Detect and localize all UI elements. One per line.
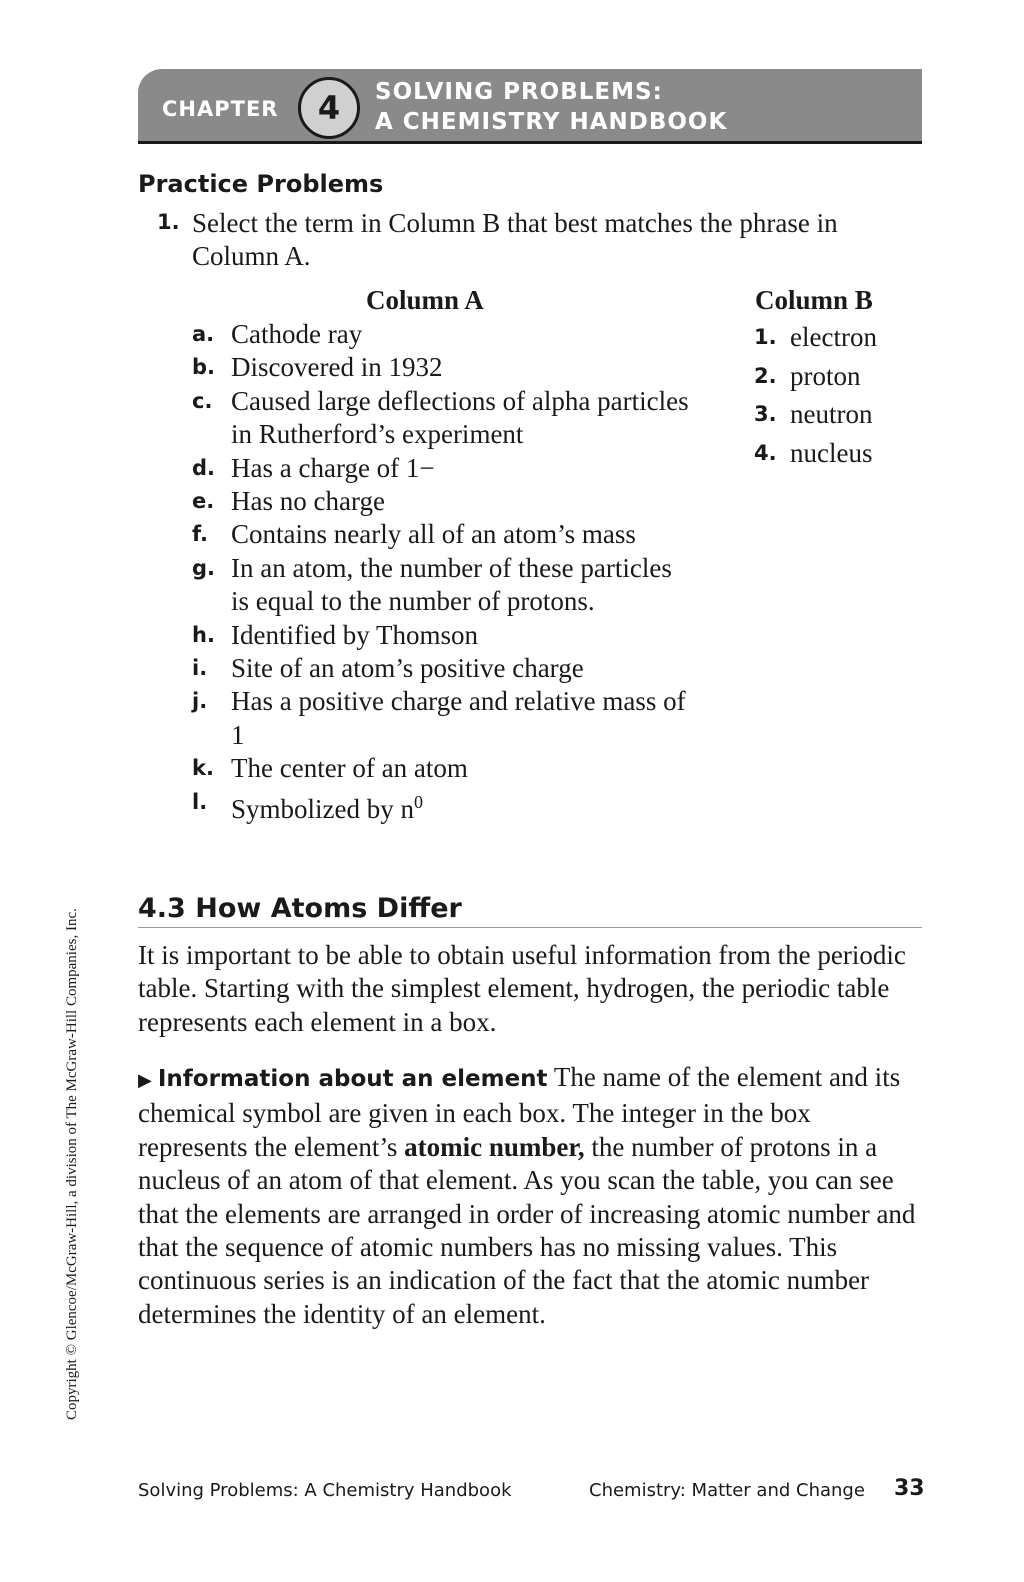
chapter-label: CHAPTER xyxy=(162,97,279,121)
chapter-title xyxy=(375,77,727,137)
item-text: Cathode ray xyxy=(231,319,363,349)
play-triangle-icon: ▶ xyxy=(138,1070,152,1090)
problem-number: 1. xyxy=(157,210,180,234)
term-atomic-number: atomic number, xyxy=(404,1131,585,1162)
item-label: 2. xyxy=(754,363,777,388)
item-label: f. xyxy=(192,522,208,547)
item-label: h. xyxy=(192,622,215,647)
item-label: k. xyxy=(192,756,214,781)
item-text: In an atom, the number of these particles is equal to the number of protons. xyxy=(231,552,672,617)
item-label: g. xyxy=(192,555,216,580)
column-b-list xyxy=(754,318,934,472)
section-heading: 4.3 How Atoms Differ xyxy=(138,893,462,924)
page-number: 33 xyxy=(894,1476,925,1501)
item-text: Has a positive charge and relative mass of 1 xyxy=(231,686,686,750)
list-item xyxy=(192,518,692,551)
problem-text: Select the term in Column B that best matches the phrase in Column A. xyxy=(192,208,838,271)
list-item xyxy=(192,385,692,452)
list-item xyxy=(192,351,692,384)
item-text: Contains nearly all of an atom’s mass xyxy=(231,519,636,550)
item-label: 3. xyxy=(754,402,777,426)
item-text: proton xyxy=(790,360,861,391)
item-label: j. xyxy=(192,689,208,714)
item-text: The center of an atom xyxy=(231,753,468,784)
list-item xyxy=(192,786,692,826)
column-a-list xyxy=(192,318,692,826)
item-text: electron xyxy=(790,322,877,352)
intro-paragraph: It is important to be able to obtain useful information from the periodic table. Starting with the simplest element, hydrogen, the periodic table represents each element in a box. xyxy=(138,940,906,1037)
chapter-title-line1: SOLVING PROBLEMS: xyxy=(375,79,663,105)
footer-right: Chemistry: Matter and Change xyxy=(589,1480,865,1501)
item-label: 4. xyxy=(754,440,777,465)
item-text: nucleus xyxy=(790,437,873,468)
item-label: 1. xyxy=(754,325,777,349)
list-item xyxy=(192,318,692,351)
item-text: Has no charge xyxy=(231,486,385,517)
list-item xyxy=(192,652,692,685)
item-label: d. xyxy=(192,455,216,480)
chapter-title-line2: A CHEMISTRY HANDBOOK xyxy=(375,109,728,135)
paragraph-text: The name of the element and its chemical symbol are given in each box. The integer in the box represents the element’s xyxy=(138,1062,901,1162)
list-item xyxy=(192,485,692,518)
list-item xyxy=(192,752,692,785)
item-label: a. xyxy=(192,322,215,346)
item-text: Symbolized by n xyxy=(231,793,414,824)
item-text: neutron xyxy=(790,399,873,429)
list-item xyxy=(754,434,934,473)
list-item xyxy=(192,619,692,652)
item-label: e. xyxy=(192,489,215,514)
list-item xyxy=(754,357,934,396)
chapter-number-badge: 4 xyxy=(298,77,360,139)
list-item xyxy=(192,685,692,752)
item-text: Identified by Thomson xyxy=(231,619,478,650)
list-item xyxy=(754,318,934,357)
item-label: c. xyxy=(192,388,213,413)
column-a-header: Column A xyxy=(366,285,484,315)
footer-left: Solving Problems: A Chemistry Handbook xyxy=(138,1480,512,1501)
item-text: Has a charge of 1− xyxy=(231,452,435,483)
copyright-notice: Copyright © Glencoe/McGraw-Hill, a division of The McGraw-Hill Companies, Inc. xyxy=(64,908,80,1420)
list-item xyxy=(192,452,692,485)
item-text: Site of an atom’s positive charge xyxy=(231,653,584,684)
item-superscript: 0 xyxy=(414,791,423,812)
list-item xyxy=(192,552,692,619)
chapter-banner xyxy=(138,69,922,144)
item-text: Discovered in 1932 xyxy=(231,352,443,383)
item-label: b. xyxy=(192,355,216,380)
section-divider xyxy=(138,927,922,928)
list-item xyxy=(754,395,934,434)
item-label: l. xyxy=(192,789,208,814)
practice-problems-heading: Practice Problems xyxy=(138,170,384,198)
inline-heading: Information about an element xyxy=(157,1066,548,1092)
item-label: i. xyxy=(192,656,208,681)
paragraph-text-cont: the number of protons in a nucleus of an atom of that element. As you scan the table, you can see that the elements are arranged in order of increasing atomic number and that the sequence of atomic numbers has no missing values. This continuous series is an indication of the fact that the atomic number determines the identity of an element. xyxy=(138,1131,916,1329)
item-text: Caused large deflections of alpha particles in Rutherford’s experiment xyxy=(231,385,689,450)
element-info-paragraph xyxy=(138,1061,922,1331)
column-b-header: Column B xyxy=(755,285,873,315)
